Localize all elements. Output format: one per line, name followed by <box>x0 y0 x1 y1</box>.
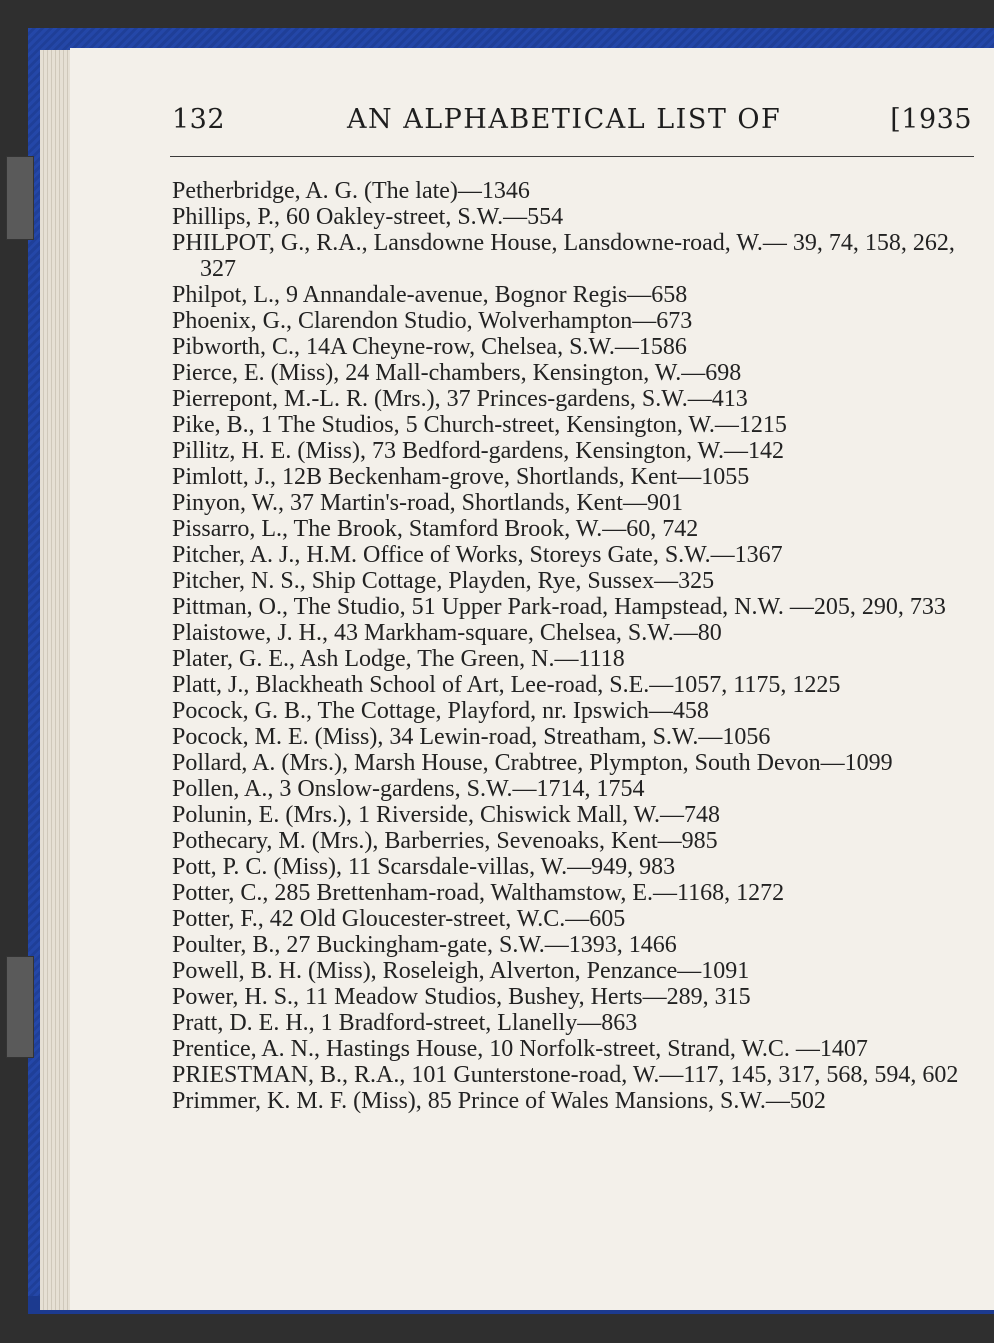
list-item: Poulter, B., 27 Buckingham-gate, S.W.—1393, 1466 <box>172 932 677 958</box>
list-item: Pittman, O., The Studio, 51 Upper Park-road, Hampstead, N.W. —205, 290, 733 <box>172 594 946 620</box>
list-item: Pollard, A. (Mrs.), Marsh House, Crabtree, Plympton, South Devon—1099 <box>172 750 893 776</box>
list-item: Power, H. S., 11 Meadow Studios, Bushey, Herts—289, 315 <box>172 984 751 1010</box>
list-item: Polunin, E. (Mrs.), 1 Riverside, Chiswick Mall, W.—748 <box>172 802 720 828</box>
header-rule <box>170 156 974 157</box>
list-item: Pissarro, L., The Brook, Stamford Brook, W.—60, 742 <box>172 516 699 542</box>
binding-tab-top <box>6 156 34 240</box>
list-item: Pitcher, A. J., H.M. Office of Works, Storeys Gate, S.W.—1367 <box>172 542 783 568</box>
binding-tab-bottom <box>6 956 34 1058</box>
list-item: Pierce, E. (Miss), 24 Mall-chambers, Kensington, W.—698 <box>172 360 742 386</box>
list-item: Pinyon, W., 37 Martin's-road, Shortlands, Kent—901 <box>172 490 683 516</box>
list-item: Pillitz, H. E. (Miss), 73 Bedford-gardens, Kensington, W.—142 <box>172 438 784 464</box>
list-item: Philpot, L., 9 Annandale-avenue, Bognor Regis—658 <box>172 282 688 308</box>
running-head <box>172 104 972 148</box>
list-item: Prentice, A. N., Hastings House, 10 Norfolk-street, Strand, W.C. —1407 <box>172 1036 868 1062</box>
list-item: Pratt, D. E. H., 1 Bradford-street, Llanelly—863 <box>172 1010 638 1036</box>
list-item: Phoenix, G., Clarendon Studio, Wolverhampton—673 <box>172 308 693 334</box>
list-item: PRIESTMAN, B., R.A., 101 Gunterstone-road, W.—117, 145, 317, 568, 594, 602 <box>172 1062 959 1088</box>
page-number: 132 <box>172 104 226 135</box>
list-item: Pothecary, M. (Mrs.), Barberries, Sevenoaks, Kent—985 <box>172 828 718 854</box>
list-item: Powell, B. H. (Miss), Roseleigh, Alverton, Penzance—1091 <box>172 958 750 984</box>
list-item: Platt, J., Blackheath School of Art, Lee-road, S.E.—1057, 1175, 1225 <box>172 672 841 698</box>
list-item: Pike, B., 1 The Studios, 5 Church-street, Kensington, W.—1215 <box>172 412 787 438</box>
list-item: Plater, G. E., Ash Lodge, The Green, N.—1118 <box>172 646 625 672</box>
list-item: Pocock, M. E. (Miss), 34 Lewin-road, Streatham, S.W.—1056 <box>172 724 771 750</box>
entry-list <box>172 178 972 1114</box>
list-item: Pierrepont, M.-L. R. (Mrs.), 37 Princes-gardens, S.W.—413 <box>172 386 748 412</box>
list-item: Petherbridge, A. G. (The late)—1346 <box>172 178 530 204</box>
list-item: Potter, C., 285 Brettenham-road, Walthamstow, E.—1168, 1272 <box>172 880 785 906</box>
list-item: Pibworth, C., 14A Cheyne-row, Chelsea, S.W.—1586 <box>172 334 687 360</box>
page-title: AN ALPHABETICAL LIST OF <box>347 104 782 135</box>
list-item: Pimlott, J., 12B Beckenham-grove, Shortlands, Kent—1055 <box>172 464 750 490</box>
list-item: Pitcher, N. S., Ship Cottage, Playden, Rye, Sussex—325 <box>172 568 715 594</box>
year-label: [1935 <box>890 104 972 135</box>
list-item: Plaistowe, J. H., 43 Markham-square, Chelsea, S.W.—80 <box>172 620 722 646</box>
list-item: Potter, F., 42 Old Gloucester-street, W.C.—605 <box>172 906 626 932</box>
list-item: Phillips, P., 60 Oakley-street, S.W.—554 <box>172 204 564 230</box>
list-item: Pocock, G. B., The Cottage, Playford, nr. Ipswich—458 <box>172 698 709 724</box>
list-item: Pott, P. C. (Miss), 11 Scarsdale-villas, W.—949, 983 <box>172 854 676 880</box>
list-item: PHILPOT, G., R.A., Lansdowne House, Lansdowne-road, W.— 39, 74, 158, 262, 327 <box>172 230 961 282</box>
list-item: Pollen, A., 3 Onslow-gardens, S.W.—1714, 1754 <box>172 776 645 802</box>
list-item: Primmer, K. M. F. (Miss), 85 Prince of Wales Mansions, S.W.—502 <box>172 1088 826 1114</box>
